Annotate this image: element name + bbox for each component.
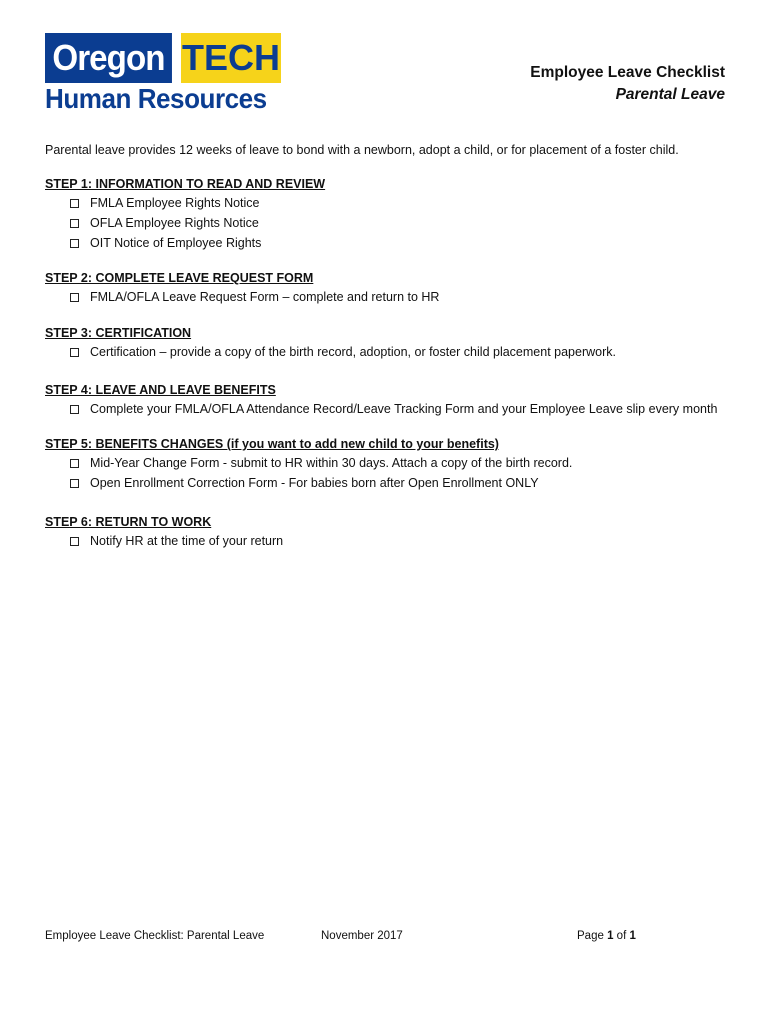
checklist-item-label: Notify HR at the time of your return [90,534,284,548]
step-1-section [45,176,735,253]
step-3-section [45,325,735,362]
footer-page-number [577,928,636,944]
checklist-item [45,531,735,551]
checklist-item [45,342,735,362]
checkbox-icon[interactable] [70,199,79,208]
step-2-checklist [45,287,735,307]
step-4-checklist [45,399,735,419]
logo-top-row [45,33,183,83]
document-title: Employee Leave Checklist [530,64,725,81]
page-current: 1 [607,930,614,942]
checkbox-icon[interactable] [70,239,79,248]
checkbox-icon[interactable] [70,348,79,357]
step-4-heading: STEP 4: LEAVE AND LEAVE BENEFITS [45,383,276,397]
checklist-item [45,213,735,233]
checklist-item [45,399,735,419]
step-1-checklist [45,193,735,253]
step-2-section [45,270,735,307]
checklist-item [45,287,735,307]
checklist-item-label: OFLA Employee Rights Notice [90,216,259,230]
page-word: Page [577,930,604,942]
checklist-item [45,453,735,473]
step-6-section [45,514,735,551]
checkbox-icon[interactable] [70,219,79,228]
checklist-item [45,233,735,253]
step-6-heading: STEP 6: RETURN TO WORK [45,515,212,529]
logo-word-tech: TECH [181,33,281,83]
checkbox-icon[interactable] [70,405,79,414]
footer-date: November 2017 [321,930,403,942]
page-total: 1 [629,930,636,942]
checklist-item-label: OIT Notice of Employee Rights [90,236,262,250]
checklist-item-label: Complete your FMLA/OFLA Attendance Record/Leave Tracking Form and your Employee Leave slip every month [90,402,718,416]
step-5-heading: STEP 5: BENEFITS CHANGES (if you want to add new child to your benefits) [45,437,499,451]
step-4-section [45,382,735,419]
step-5-checklist [45,453,735,493]
checklist-item-label: FMLA/OFLA Leave Request Form – complete and return to HR [90,290,440,304]
checkbox-icon[interactable] [70,293,79,302]
checkbox-icon[interactable] [70,537,79,546]
checkbox-icon[interactable] [70,479,79,488]
step-2-heading: STEP 2: COMPLETE LEAVE REQUEST FORM [45,271,314,285]
oregon-tech-hr-logo [45,33,281,113]
page-of: of [616,930,627,942]
checklist-item [45,473,735,493]
checklist-item-label: Certification – provide a copy of the birth record, adoption, or foster child placement paperwork. [90,345,616,359]
step-3-heading: STEP 3: CERTIFICATION [45,326,192,340]
step-1-heading: STEP 1: INFORMATION TO READ AND REVIEW [45,177,326,191]
logo-human-resources: Human Resources [45,83,267,114]
step-3-checklist [45,342,735,362]
step-5-section [45,436,735,493]
checklist-item-label: Mid-Year Change Form - submit to HR within 30 days. Attach a copy of the birth record. [90,456,573,470]
checkbox-icon[interactable] [70,459,79,468]
logo-word-oregon: Oregon [45,33,172,83]
checklist-item-label: FMLA Employee Rights Notice [90,196,260,210]
intro-paragraph: Parental leave provides 12 weeks of leave to bond with a newborn, adopt a child, or for placement of a foster child. [45,143,679,157]
checklist-item-label: Open Enrollment Correction Form - For babies born after Open Enrollment ONLY [90,476,539,490]
step-6-checklist [45,531,735,551]
checklist-item [45,193,735,213]
footer-document-name: Employee Leave Checklist: Parental Leave [45,930,265,942]
document-subtitle: Parental Leave [615,86,725,103]
